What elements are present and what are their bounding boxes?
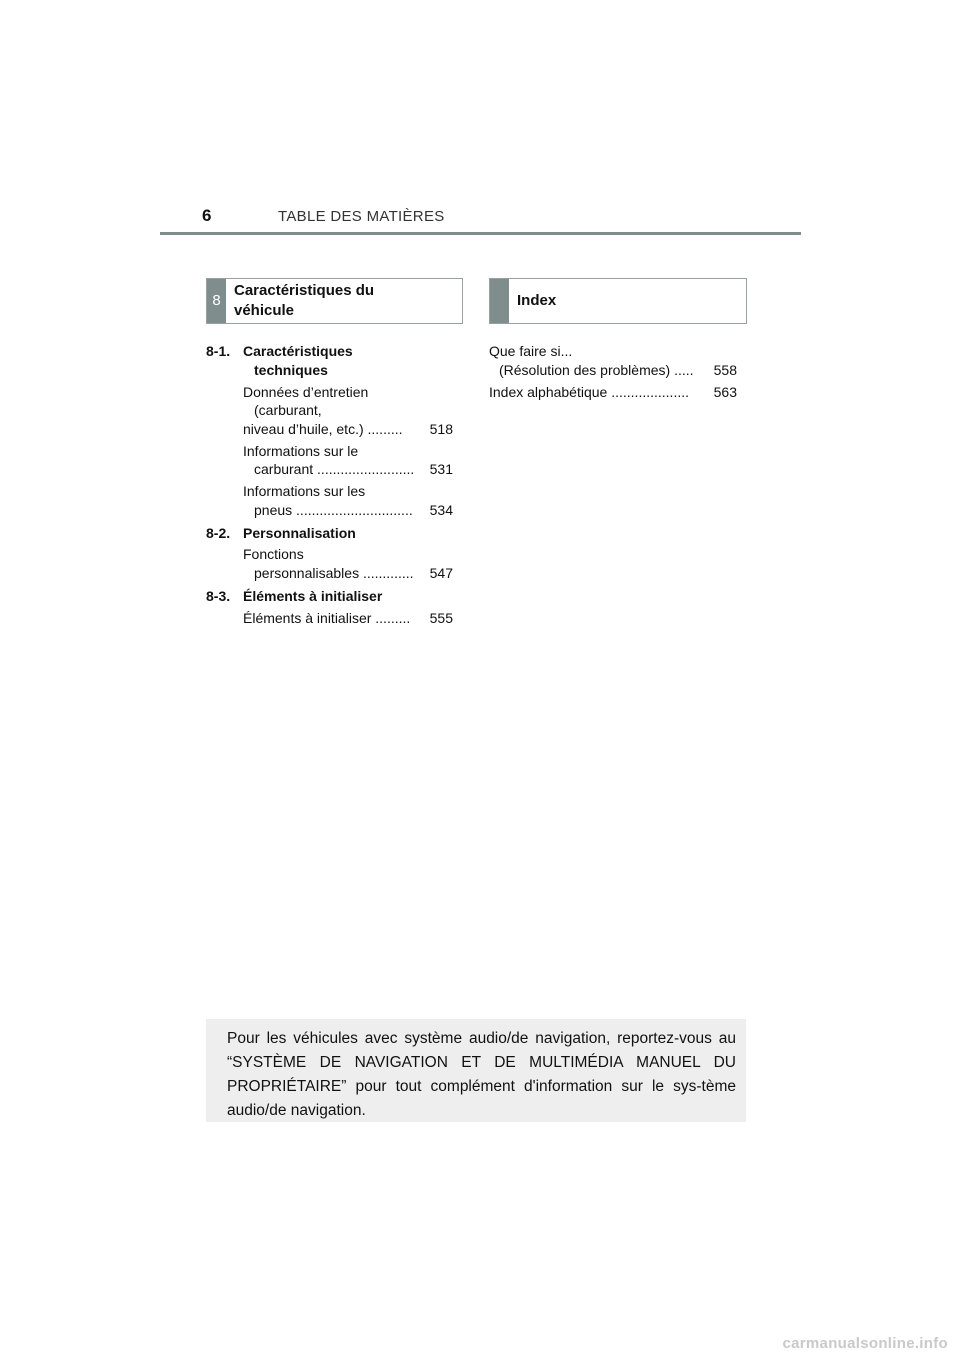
- toc-entry-line: Éléments à initialiser .........: [243, 610, 411, 626]
- toc-entry-line: (Résolution des problèmes) .....: [499, 362, 694, 378]
- subsection-title: Personnalisation: [243, 525, 356, 541]
- toc-entry-line: Informations sur le: [243, 443, 359, 459]
- toc-page-ref[interactable]: 547: [429, 565, 453, 581]
- toc-entry-line: personnalisables .............: [254, 565, 414, 581]
- navigation-note-text: Pour les véhicules avec système audio/de navigation, reportez-vous au “SYSTÈME DE NAVIGATION ET DE MULTIMÉDIA MANUEL DU PROPRIÉTAIRE” pour tout complément d'information sur le sys-tème audio/de navigation.: [227, 1030, 736, 1119]
- page-header: [160, 204, 801, 234]
- toc-entry-line: Index alphabétique ....................: [489, 384, 690, 400]
- navigation-note-box: [206, 1019, 746, 1122]
- subsection-title: Caractéristiques: [243, 343, 353, 359]
- toc-entry-line: Que faire si...: [489, 343, 573, 359]
- toc-entry-line: pneus ..............................: [254, 502, 413, 518]
- index-tab: [490, 279, 509, 323]
- index-heading: [489, 278, 747, 324]
- toc-entry-line: carburant .........................: [254, 461, 415, 477]
- toc-page-ref[interactable]: 555: [429, 610, 453, 626]
- watermark: carmanualsonline.info: [782, 1335, 948, 1352]
- section-8-heading: [206, 278, 463, 324]
- toc-page-ref[interactable]: 563: [713, 384, 737, 400]
- toc-entry-line: Données d’entretien: [243, 384, 369, 400]
- toc-entry-line: (carburant,: [254, 402, 322, 418]
- subsection-number: 8-1.: [206, 343, 231, 359]
- subsection-number: 8-3.: [206, 588, 231, 604]
- toc-page-ref[interactable]: 534: [429, 502, 453, 518]
- header-title: TABLE DES MATIÈRES: [278, 208, 445, 225]
- toc-entry-line: niveau d’huile, etc.) .........: [243, 421, 403, 437]
- subsection-title: Éléments à initialiser: [243, 588, 383, 604]
- section-title-line1: Caractéristiques du: [234, 282, 375, 299]
- toc-page-ref[interactable]: 518: [429, 421, 453, 437]
- toc-entry-line: Informations sur les: [243, 483, 366, 499]
- subsection-number: 8-2.: [206, 525, 231, 541]
- section-tab-number: 8: [207, 279, 226, 323]
- index-title: Index: [517, 292, 557, 309]
- section-title-line2: véhicule: [234, 302, 295, 319]
- header-divider: [160, 232, 801, 235]
- page-number: 6: [202, 206, 212, 225]
- toc-entry-line: Fonctions: [243, 546, 304, 562]
- toc-page-ref[interactable]: 531: [429, 461, 453, 477]
- toc-page-ref[interactable]: 558: [713, 362, 737, 378]
- subsection-title-cont: techniques: [254, 362, 328, 378]
